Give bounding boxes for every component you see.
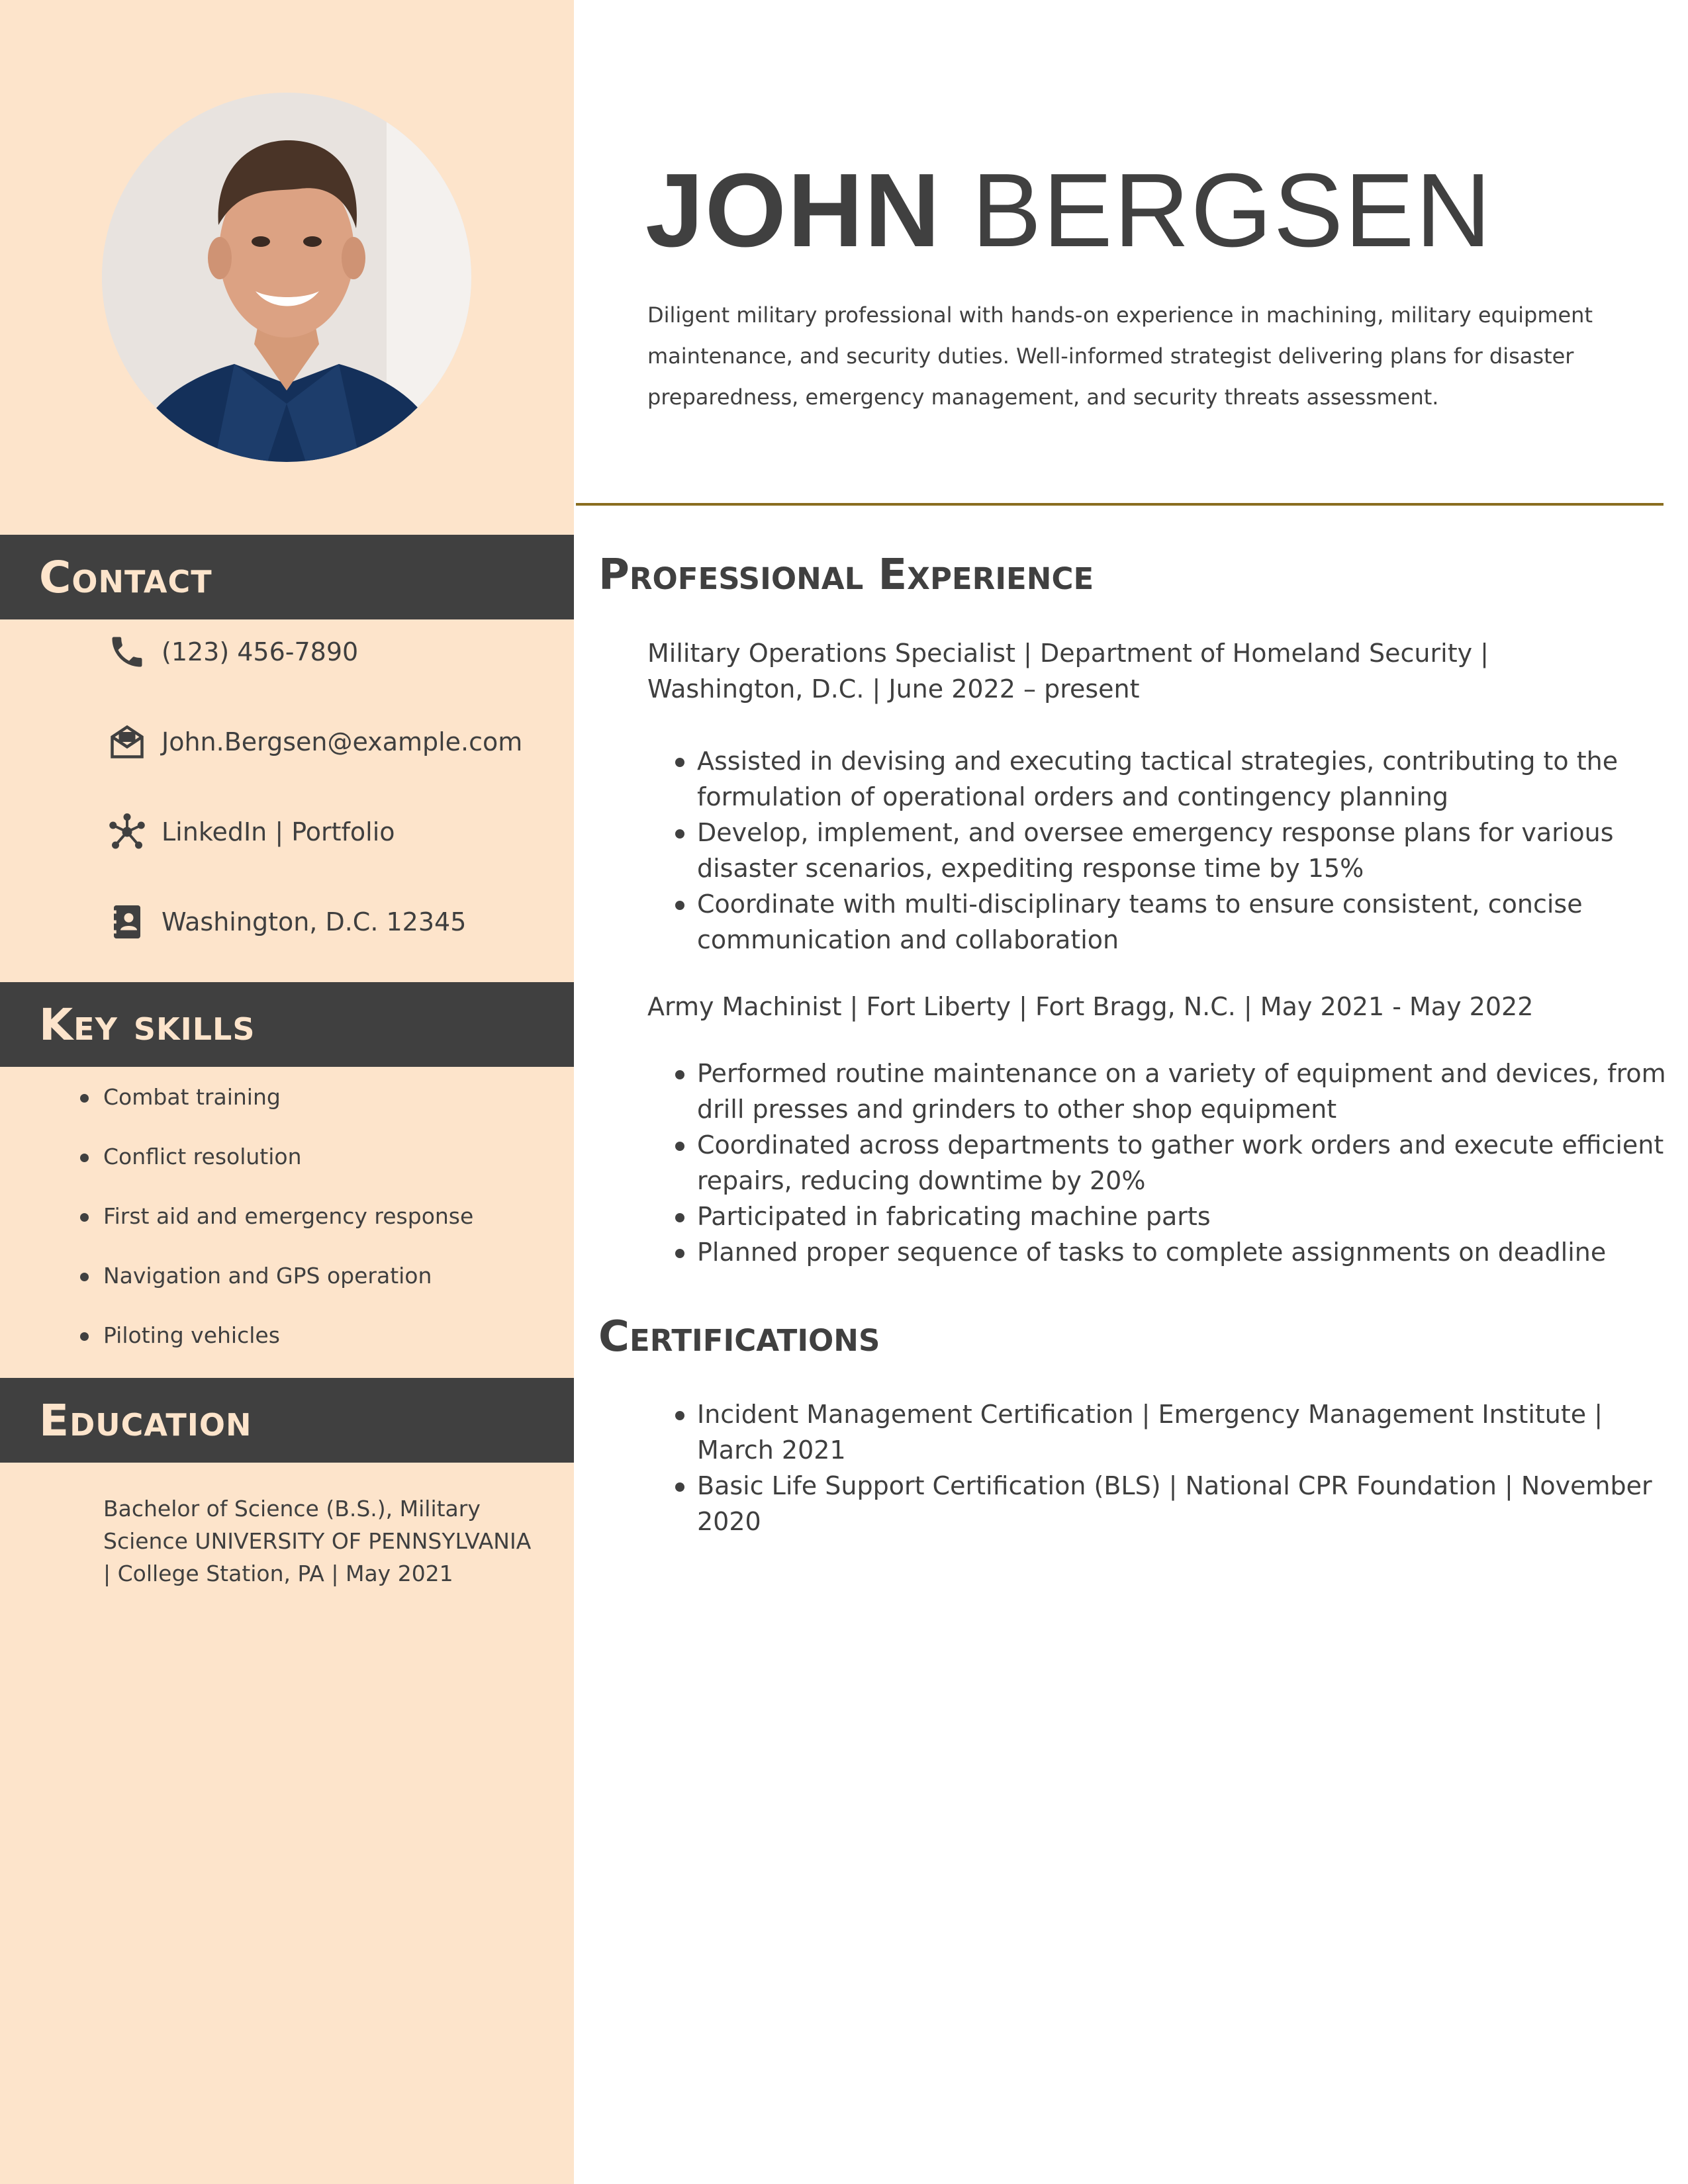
job-bullet: Develop, implement, and oversee emergency response plans for various disaster scenarios, expediting response time by 15% xyxy=(647,815,1667,886)
job-bullet: Assisted in devising and executing tactical strategies, contributing to the formulation of operational orders and contingency planning xyxy=(647,743,1667,815)
job-bullets xyxy=(647,1056,1667,1270)
header-divider xyxy=(576,503,1664,506)
experience-heading: Professional Experience xyxy=(598,551,1094,600)
address-book-icon xyxy=(106,901,148,943)
contact-heading: Contact xyxy=(39,551,212,603)
skill-item: Piloting vehicles xyxy=(78,1317,473,1377)
skills-header xyxy=(0,982,574,1067)
contact-links[interactable] xyxy=(106,809,395,855)
skills-list xyxy=(78,1079,473,1377)
sidebar xyxy=(0,0,574,2184)
education-heading: Education xyxy=(39,1394,252,1446)
certifications-list xyxy=(647,1396,1667,1539)
skills-heading: Key skills xyxy=(39,999,256,1050)
network-icon xyxy=(106,811,148,853)
skill-item: Combat training xyxy=(78,1079,473,1138)
certification-item: Incident Management Certification | Emergency Management Institute | March 2021 xyxy=(647,1396,1667,1468)
job-bullet: Coordinated across departments to gather work orders and execute efficient repairs, reducing downtime by 20% xyxy=(647,1127,1667,1199)
certifications-heading: Certifications xyxy=(598,1312,880,1361)
profile-photo-illustration xyxy=(102,93,471,462)
professional-summary: Diligent military professional with hands-on experience in machining, military equipment maintenance, and security duties. Well-informed strategist delivering plans for disaster preparedness, emergency management, and security threats assessment. xyxy=(647,302,1593,410)
first-name: JOHN xyxy=(645,152,941,269)
phone-icon xyxy=(106,631,148,673)
job-bullet: Performed routine maintenance on a variety of equipment and devices, from drill presses and grinders to other shop equipment xyxy=(647,1056,1667,1127)
candidate-name xyxy=(645,151,1493,271)
contact-address[interactable] xyxy=(106,899,466,945)
profile-photo xyxy=(102,93,471,462)
skill-item: Navigation and GPS operation xyxy=(78,1257,473,1317)
email-icon xyxy=(106,721,148,763)
contact-phone[interactable] xyxy=(106,629,358,675)
job-bullets xyxy=(647,743,1667,958)
job-title: Military Operations Specialist | Department of Homeland Security | Washington, D.C. | June 2022 – present xyxy=(647,639,1489,704)
certification-item: Basic Life Support Certification (BLS) | National CPR Foundation | November 2020 xyxy=(647,1468,1667,1539)
education-header xyxy=(0,1378,574,1463)
phone-text: (123) 456-7890 xyxy=(162,637,359,666)
contact-header xyxy=(0,535,574,619)
last-name: BERGSEN xyxy=(971,152,1493,269)
job-bullet: Planned proper sequence of tasks to complete assignments on deadline xyxy=(647,1234,1667,1270)
education-entry: Bachelor of Science (B.S.), Military Science UNIVERSITY OF PENNSYLVANIA | College Station, PA | May 2021 xyxy=(103,1496,532,1586)
links-text: LinkedIn | Portfolio xyxy=(162,817,395,846)
address-text: Washington, D.C. 12345 xyxy=(162,907,467,936)
email-text: John.Bergsen@example.com xyxy=(162,727,523,756)
contact-email[interactable] xyxy=(106,719,522,765)
skill-item: Conflict resolution xyxy=(78,1138,473,1198)
skill-item: First aid and emergency response xyxy=(78,1198,473,1257)
job-title: Army Machinist | Fort Liberty | Fort Bragg, N.C. | May 2021 - May 2022 xyxy=(647,992,1534,1021)
job-bullet: Coordinate with multi-disciplinary teams to ensure consistent, concise communication and collaboration xyxy=(647,886,1667,958)
job-bullet: Participated in fabricating machine parts xyxy=(647,1199,1667,1234)
